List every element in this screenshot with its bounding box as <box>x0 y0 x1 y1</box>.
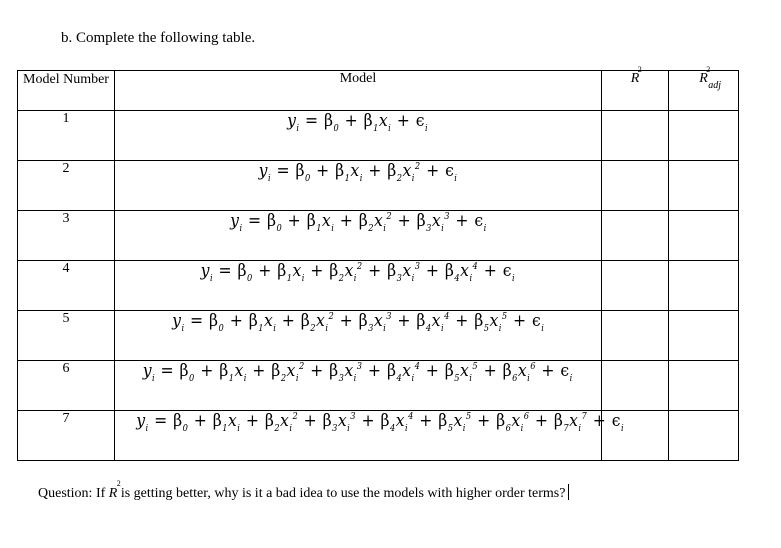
instruction-heading: b. Complete the following table. <box>61 30 256 46</box>
r-squared-cell[interactable] <box>602 111 669 161</box>
model-equation: $y_i = \beta_0 + \beta_1x_i + \beta_2x_i^2 + \epsilon_i$ <box>258 161 458 184</box>
adjusted-r-squared-cell[interactable] <box>669 361 739 411</box>
adjusted-r-squared-cell[interactable] <box>669 111 739 161</box>
model-equation-cell <box>115 211 602 261</box>
adjusted-r-squared-cell[interactable] <box>669 211 739 261</box>
adjusted-r-squared-cell[interactable] <box>669 411 739 461</box>
model-number-cell: 1 <box>18 111 115 161</box>
table-row <box>18 161 739 211</box>
model-equation-cell <box>115 361 602 411</box>
table-row <box>18 111 739 161</box>
adjusted-r-squared-cell[interactable] <box>669 161 739 211</box>
adjusted-r-squared-cell[interactable] <box>669 311 739 361</box>
model-equation: $y_i = \beta_0 + \beta_1x_i + \beta_2x_i^2 + \beta_3x_i^3 + \beta_4x_i^4 + \beta_5x_i^5 + \epsilon_i$ <box>171 311 545 334</box>
model-equation: $y_i = \beta_0 + \beta_1x_i + \beta_2x_i^2 + \beta_3x_i^3 + \epsilon_i$ <box>229 211 487 234</box>
model-number-header: Model Number <box>18 71 115 111</box>
model-number-cell: 7 <box>18 411 115 461</box>
question-text: Question: If R 2 is getting better, why is it a bad idea to use the models with higher order terms? <box>38 484 569 502</box>
r-squared-cell[interactable] <box>602 311 669 361</box>
model-equation: $y_i = \beta_0 + \beta_1x_i + \beta_2x_i^2 + \beta_3x_i^3 + \beta_4x_i^4 + \beta_5x_i^5 + \beta_6x_i^6 + \beta_7x_i^7 + \epsilon_i$ <box>136 411 625 434</box>
model-equation: $y_i = \beta_0 + \beta_1x_i + \beta_2x_i^2 + \beta_3x_i^3 + \beta_4x_i^4 + \beta_5x_i^5 + \beta_6x_i^6 + \epsilon_i$ <box>142 361 574 384</box>
adjusted-r-squared-header: R 2 adj <box>669 71 739 111</box>
model-equation-cell <box>115 111 602 161</box>
model-header: Model <box>115 71 602 111</box>
model-number-cell: 4 <box>18 261 115 311</box>
models-table <box>17 65 739 461</box>
table-row <box>18 261 739 311</box>
model-equation-cell <box>115 161 602 211</box>
text-cursor[interactable] <box>568 484 569 500</box>
r-squared-cell[interactable] <box>602 161 669 211</box>
model-equation: $y_i = \beta_0 + \beta_1x_i + \beta_2x_i^2 + \beta_3x_i^3 + \beta_4x_i^4 + \epsilon_i$ <box>200 261 516 284</box>
model-equation-cell <box>115 261 602 311</box>
model-equation-cell <box>115 311 602 361</box>
model-number-cell: 5 <box>18 311 115 361</box>
adjusted-r-squared-cell[interactable] <box>669 261 739 311</box>
table-header-row <box>18 71 739 111</box>
table-row <box>18 411 739 461</box>
model-number-cell: 2 <box>18 161 115 211</box>
r-squared-cell[interactable] <box>602 261 669 311</box>
model-number-cell: 6 <box>18 361 115 411</box>
r-squared-header: R 2 <box>602 71 669 111</box>
table-row <box>18 311 739 361</box>
r-squared-cell[interactable] <box>602 211 669 261</box>
model-number-cell: 3 <box>18 211 115 261</box>
table-row <box>18 211 739 261</box>
table-row <box>18 361 739 411</box>
r-squared-cell[interactable] <box>602 361 669 411</box>
model-equation: $y_i = \beta_0 + \beta_1x_i + \epsilon_i$ <box>287 111 429 134</box>
model-equation-cell <box>115 411 625 461</box>
